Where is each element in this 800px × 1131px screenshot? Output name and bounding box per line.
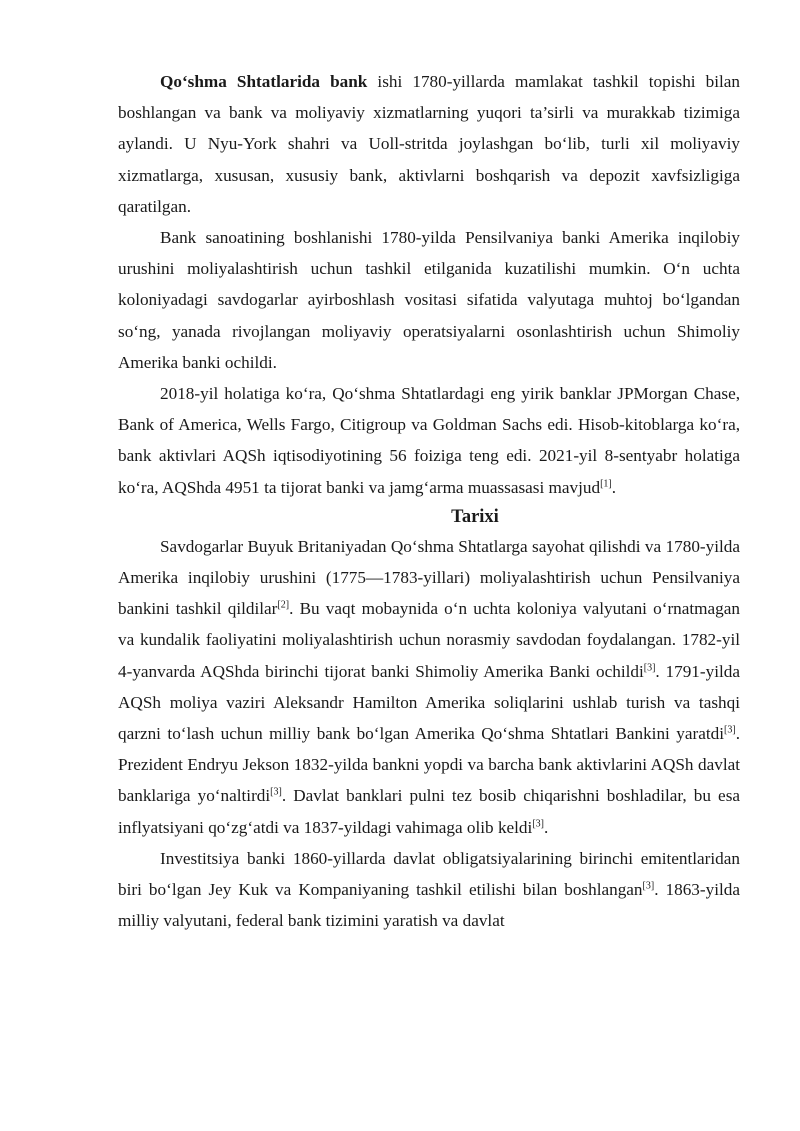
paragraph-text: ishi 1780-yillarda mamlakat tashkil topishi bilan boshlangan va bank va moliyaviy xizmatlarning yuqori ta’sirli va murakkab tizimiga aylandi. U Nyu-York shahri va Uoll-stritda joylashgan bo‘lib, turli xil moliyaviy xizmatlarga, xususan, xususiy bank, aktivlarni boshqarish va depozit xavfsizligiga qaratilgan. bbox=[118, 72, 741, 216]
footnote-ref[interactable]: [3] bbox=[642, 880, 655, 892]
footnote-ref[interactable]: [3] bbox=[643, 661, 656, 673]
footnote-ref[interactable]: [3] bbox=[532, 817, 544, 829]
bold-lead: Qo‘shma Shtatlarida bank bbox=[160, 72, 368, 91]
paragraph-text: Bank sanoatining boshlanishi 1780-yilda Pensilvaniya banki Amerika inqilobiy urushini moliyalashtirish uchun tashkil etilganida kuzatilishi mumkin. O‘n uchta koloniyadagi savdogarlar ayirboshlash vositasi sifatida valyutaga muhtoj bo‘lgandan so‘ng, yanada rivojlangan moliyaviy operatsiyalarni osonlashtirish uchun Shimoliy Amerika banki ochildi. bbox=[118, 228, 740, 372]
footnote-ref[interactable]: [3] bbox=[724, 724, 736, 736]
paragraph-tail: . bbox=[611, 477, 617, 497]
paragraph-history-2 bbox=[118, 843, 740, 937]
section-heading: Tarixi bbox=[451, 506, 499, 527]
text-segment: . Bu vaqt mobaynida o‘n uchta koloniya valyutani o‘rnatmagan va kundalik faoliyatini moliyalashtirish uchun norasmiy savdodan foydalangan. 1782-yil 4-yanvarda AQShda birinchi tijorat banki Shimoliy Amerika Banki ochildi bbox=[118, 599, 740, 681]
paragraph-history-1 bbox=[118, 531, 740, 843]
text-segment: . 1791-yilda AQSh moliya vaziri Aleksandr Hamilton Amerika soliqlarini ushlab turish va tashqi qarzni to‘lash uchun milliy bank bo‘lgan Amerika Qo‘shma Shtatlari Bankini yaratdi bbox=[118, 661, 740, 744]
text-segment: Investitsiya banki 1860-yillarda davlat obligatsiyalarining birinchi emitentlaridan biri bo‘lgan Jey Kuk va Kompaniyaning tashkil etilishi bilan boshlangan bbox=[118, 848, 740, 900]
footnote-ref[interactable]: [2] bbox=[277, 599, 290, 611]
paragraph-text: 2018-yil holatiga ko‘ra, Qo‘shma Shtatlardagi eng yirik banklar JPMorgan Chase, Bank of America, Wells Fargo, Citigroup va Goldman Sachs edi. Hisob-kitoblarga ko‘ra, bank aktivlari AQSh iqtisodiyotining 56 foiziga teng edi. 2021-yil 8-sentyabr holatiga ko‘ra, AQShda 4951 ta tijorat banki va jamg‘arma muassasasi mavjud bbox=[118, 384, 740, 497]
text-segment: . bbox=[543, 817, 549, 837]
text-segment: . 1863-yilda milliy valyutani, federal bank tizimini yaratish va davlat bbox=[118, 880, 740, 931]
document-page bbox=[118, 66, 740, 936]
paragraph-origin bbox=[118, 222, 740, 378]
text-segment: Savdogarlar Buyuk Britaniyadan Qo‘shma Shtatlarga sayohat qilishdi va 1780-yilda Amerika inqilobiy urushini (1775—1783-yillari) moliyalashtirish uchun Pensilvaniya bankini tashkil qildilar bbox=[118, 536, 740, 619]
paragraph-intro bbox=[118, 66, 740, 222]
paragraph-largest-banks bbox=[118, 378, 740, 503]
text-segment: . Davlat banklari pulni tez bosib chiqarishni boshladilar, bu esa inflyatsiyani qo‘zg‘atdi va 1837-yildagi vahimaga olib keldi bbox=[118, 786, 741, 837]
footnote-ref[interactable]: [3] bbox=[270, 786, 282, 798]
footnote-ref[interactable]: [1] bbox=[600, 477, 612, 489]
text-segment: . Prezident Endryu Jekson 1832-yilda bankni yopdi va barcha bank aktivlarini AQSh davlat banklariga yo‘naltirdi bbox=[118, 724, 740, 806]
